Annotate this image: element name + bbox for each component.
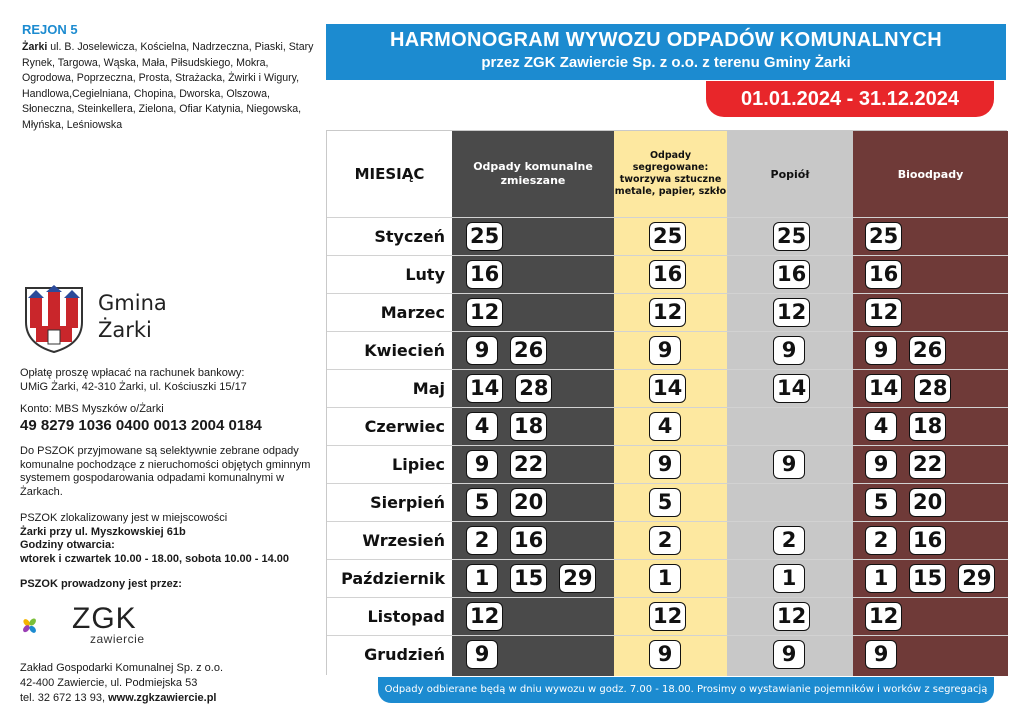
month-label: Listopad (367, 607, 445, 626)
mixed-dates-cell (466, 602, 515, 632)
collection-day: 9 (649, 450, 681, 479)
payment-info (20, 367, 320, 394)
header-mixed-waste: Odpady komunalne zmieszane (473, 160, 593, 187)
table-row (327, 597, 1008, 635)
header-segregated-waste: Odpady segregowane: tworzywa sztuczne metale, papier, szkło (614, 150, 727, 197)
bio-dates-cell (865, 298, 914, 328)
ash-dates-cell (773, 526, 817, 556)
segregated-dates-cell (649, 374, 698, 404)
collection-day: 29 (559, 564, 596, 593)
collection-day: 14 (466, 374, 503, 403)
table-row (327, 255, 1008, 293)
schedule-table (326, 130, 1007, 675)
collection-day: 4 (649, 412, 681, 441)
mixed-dates-cell (466, 564, 608, 594)
collection-day: 14 (649, 374, 686, 403)
collection-day: 9 (649, 336, 681, 365)
ash-dates-cell (773, 602, 822, 632)
collection-day: 4 (466, 412, 498, 441)
gmina-name-line2: Żarki (98, 318, 152, 342)
month-label: Sierpień (370, 493, 445, 512)
collection-day: 12 (649, 602, 686, 631)
company-name: Zakład Gospodarki Komunalnej Sp. z o.o. (20, 662, 224, 674)
collection-day: 28 (914, 374, 951, 403)
bio-dates-cell (865, 450, 958, 480)
collection-day: 1 (865, 564, 897, 593)
month-label: Luty (405, 265, 445, 284)
segregated-dates-cell (649, 412, 693, 442)
bio-dates-cell (865, 526, 958, 556)
ash-dates-cell (773, 640, 817, 670)
company-phone: tel. 32 672 13 93, (20, 692, 109, 704)
collection-day: 15 (909, 564, 946, 593)
collection-day: 16 (773, 260, 810, 289)
table-row (327, 445, 1008, 483)
collection-day: 2 (865, 526, 897, 555)
table-row (327, 407, 1008, 445)
segregated-dates-cell (649, 602, 698, 632)
table-row (327, 635, 1008, 673)
collection-day: 29 (958, 564, 995, 593)
collection-day: 16 (649, 260, 686, 289)
company-address: 42-400 Zawiercie, ul. Podmiejska 53 (20, 677, 198, 689)
segregated-dates-cell (649, 488, 693, 518)
collection-day: 1 (773, 564, 805, 593)
mixed-dates-cell (466, 374, 564, 404)
collection-day: 5 (466, 488, 498, 517)
pszok-operator-label: PSZOK prowadzony jest przez: (20, 578, 182, 590)
mixed-dates-cell (466, 222, 515, 252)
collection-day: 4 (865, 412, 897, 441)
date-range-badge: 01.01.2024 - 31.12.2024 (706, 81, 994, 117)
collection-day: 2 (773, 526, 805, 555)
bio-dates-cell (865, 222, 914, 252)
gmina-name (98, 290, 167, 344)
collection-day: 12 (865, 298, 902, 327)
region-town: Żarki (22, 41, 48, 53)
payment-line1: Opłatę proszę wpłacać na rachunek bankowy: (20, 367, 245, 379)
region-title: REJON 5 (22, 22, 78, 37)
company-info (20, 661, 320, 706)
segregated-dates-cell (649, 260, 698, 290)
bio-dates-cell (865, 564, 1007, 594)
table-row (327, 293, 1008, 331)
collection-day: 14 (773, 374, 810, 403)
collection-day: 9 (865, 640, 897, 669)
collection-day: 2 (466, 526, 498, 555)
account-label: Konto: MBS Myszków o/Żarki (20, 403, 164, 415)
collection-day: 16 (510, 526, 547, 555)
month-label: Lipiec (392, 455, 445, 474)
page-title: HARMONOGRAM WYWOZU ODPADÓW KOMUNALNYCH (389, 29, 943, 51)
bio-dates-cell (865, 640, 909, 670)
header-band (326, 24, 1006, 80)
ash-dates-cell (773, 450, 817, 480)
mixed-dates-cell (466, 336, 559, 366)
ash-dates-cell (773, 222, 822, 252)
gmina-coat-of-arms-icon (22, 284, 86, 354)
collection-day: 20 (909, 488, 946, 517)
company-website-link[interactable]: www.zgkzawiercie.pl (108, 692, 217, 704)
collection-day: 12 (466, 602, 503, 631)
collection-day: 9 (773, 640, 805, 669)
ash-dates-cell (773, 260, 822, 290)
table-row (327, 217, 1008, 255)
collection-day: 1 (649, 564, 681, 593)
collection-day: 5 (865, 488, 897, 517)
bio-dates-cell (865, 488, 958, 518)
bio-dates-cell (865, 336, 958, 366)
collection-day: 22 (909, 450, 946, 479)
collection-day: 20 (510, 488, 547, 517)
collection-day: 26 (909, 336, 946, 365)
mixed-dates-cell (466, 298, 515, 328)
collection-day: 25 (649, 222, 686, 251)
collection-day: 12 (649, 298, 686, 327)
month-label: Maj (412, 379, 445, 398)
gmina-name-line1: Gmina (98, 291, 167, 315)
table-row (327, 331, 1008, 369)
collection-day: 9 (649, 640, 681, 669)
segregated-dates-cell (649, 298, 698, 328)
zgk-logo-sub: zawiercie (90, 632, 145, 646)
mixed-dates-cell (466, 526, 559, 556)
collection-day: 2 (649, 526, 681, 555)
collection-day: 9 (466, 640, 498, 669)
collection-day: 12 (865, 602, 902, 631)
table-row (327, 559, 1008, 597)
region-street-list: ul. B. Joselewicza, Kościelna, Nadrzeczna, Piaski, Stary Rynek, Targowa, Wąska, Mała, Piłsudskiego, Mokra, Ogrodowa, Poprzeczna, Prosta, Strażacka, Żwirki i Wigury, Handlowa,Cegielniana, Chopina, Dworska, Olszowa, Słoneczna, Steinkellera, Zielona, Ofiar Katynia, Niegowska, Młyńska, Leśniowska (22, 41, 314, 131)
collection-day: 12 (773, 602, 810, 631)
bio-dates-cell (865, 260, 914, 290)
pszok-location (20, 512, 320, 566)
pszok-hours: wtorek i czwartek 10.00 - 18.00, sobota 10.00 - 14.00 (20, 552, 290, 565)
table-row (327, 483, 1008, 521)
bio-dates-cell (865, 602, 914, 632)
header-ash: Popiół (770, 167, 810, 181)
collection-day: 28 (515, 374, 552, 403)
month-label: Czerwiec (364, 417, 445, 436)
collection-day: 9 (466, 336, 498, 365)
collection-day: 14 (865, 374, 902, 403)
ash-dates-cell (773, 374, 822, 404)
collection-day: 9 (773, 336, 805, 365)
month-label: Kwiecień (364, 341, 445, 360)
segregated-dates-cell (649, 526, 693, 556)
collection-day: 16 (865, 260, 902, 289)
segregated-dates-cell (649, 564, 693, 594)
ash-dates-cell (773, 336, 817, 366)
pszok-hours-label: Godziny otwarcia: (20, 539, 115, 551)
pszok-description: Do PSZOK przyjmowane są selektywnie zebrane odpady komunalne pochodzące z nieruchomości objętych gminnym systemem gospodarowania odpadami komunalnymi w Żarkach. (20, 445, 311, 498)
collection-day: 16 (466, 260, 503, 289)
account-number: 49 8279 1036 0400 0013 2004 0184 (20, 417, 262, 434)
collection-day: 9 (865, 336, 897, 365)
collection-day: 22 (510, 450, 547, 479)
collection-day: 12 (466, 298, 503, 327)
bio-dates-cell (865, 412, 958, 442)
month-label: Październik (341, 569, 445, 588)
collection-day: 25 (773, 222, 810, 251)
segregated-dates-cell (649, 222, 698, 252)
header-month: MIESIĄC (354, 165, 425, 183)
mixed-dates-cell (466, 488, 559, 518)
region-streets (22, 40, 322, 134)
collection-day: 16 (909, 526, 946, 555)
mixed-dates-cell (466, 450, 559, 480)
collection-day: 18 (510, 412, 547, 441)
collection-hours-note: Odpady odbierane będą w dniu wywozu w godz. 7.00 - 18.00. Prosimy o wystawianie pojemników i worków z segregacją przed godziną 5.00 rano. (378, 677, 994, 703)
collection-day: 18 (909, 412, 946, 441)
segregated-dates-cell (649, 640, 693, 670)
header-bio-waste: Bioodpady (897, 167, 964, 181)
ash-dates-cell (773, 298, 822, 328)
collection-day: 25 (466, 222, 503, 251)
collection-day: 15 (510, 564, 547, 593)
segregated-dates-cell (649, 336, 693, 366)
mixed-dates-cell (466, 640, 510, 670)
zgk-logo-word: ZGK (72, 602, 137, 635)
segregated-dates-cell (649, 450, 693, 480)
collection-day: 5 (649, 488, 681, 517)
month-label: Styczeń (374, 227, 445, 246)
collection-day: 9 (466, 450, 498, 479)
collection-day: 25 (865, 222, 902, 251)
mixed-dates-cell (466, 260, 515, 290)
pszok-location-intro: PSZOK zlokalizowany jest w miejscowości (20, 512, 228, 524)
page-subtitle: przez ZGK Zawiercie Sp. z o.o. z terenu Gminy Żarki (481, 54, 851, 71)
payment-line2: UMiG Żarki, 42-310 Żarki, ul. Kościuszki 15/17 (20, 380, 247, 393)
month-label: Marzec (380, 303, 445, 322)
mixed-dates-cell (466, 412, 559, 442)
collection-day: 26 (510, 336, 547, 365)
table-row (327, 369, 1008, 407)
ash-dates-cell (773, 564, 817, 594)
zgk-leaf-logo-icon (22, 600, 72, 652)
month-label: Wrzesień (362, 531, 445, 550)
month-label: Grudzień (364, 645, 445, 664)
collection-day: 12 (773, 298, 810, 327)
table-row (327, 521, 1008, 559)
bio-dates-cell (865, 374, 963, 404)
collection-day: 9 (865, 450, 897, 479)
pszok-address: Żarki przy ul. Myszkowskiej 61b (20, 525, 186, 538)
collection-day: 9 (773, 450, 805, 479)
collection-day: 1 (466, 564, 498, 593)
